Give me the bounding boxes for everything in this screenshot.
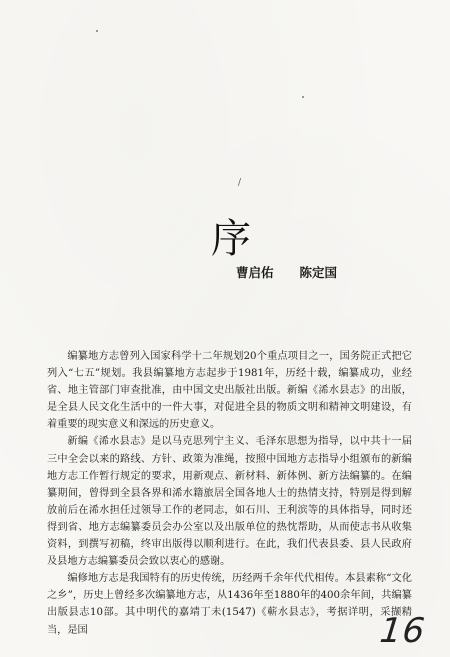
margin-mark: / [238, 178, 242, 188]
paragraph: 新编《浠水县志》是以马克思列宁主义、毛泽东思想为指导，以中共十一届三中全会以来的路线、方针、政策为准绳，按照中国地方志指导小组颁布的新编地方志工作暂行规定的要求，用新观点、新材料、新体例、新方法编纂的。在编纂期间，曾得到全县各界和浠水籍旅居全国各地人士的热情支持，特别是得到解放前后在浠水担任过领导工作的老同志，如石川、王利滨等的具体指导，同时还得到省、地方志编纂委员会办公室以及出版单位的热忱帮助，从而使志书从收集资料，到撰写初稿，终审出版得以顺利进行。在此，我们代表县委、县人民政府及县地方志编纂委员会致以衷心的感谢。 [47, 436, 412, 568]
body-text [47, 348, 412, 639]
page-title: 序 [211, 215, 253, 262]
scan-speck [302, 96, 304, 98]
paragraph: 编纂地方志曾列入国家科学十二年规划20个重点项目之一，国务院正式把它列入“七五”规划。我县编纂地方志起步于1981年，历经十载，编纂成功，业经省、地主管部门审查批准，由中国文史出版社出版。新编《浠水县志》的出版，是全县人民文化生活中的一件大事，对促进全县的物质文明和精神文明建设，有着重要的现实意义和深远的历史意义。 [47, 351, 412, 431]
author-name: 陈定国 [299, 265, 338, 280]
author-name: 曹启佑 [236, 265, 274, 280]
authors [236, 265, 337, 281]
handwritten-page-number: 16 [377, 611, 428, 651]
paragraph: 编修地方志是我国特有的历史传统，历经两千余年代代相传。本县素称“文化之乡”，历史上曾经多次编纂地方志，从1436年至1880年的400余年间，共编纂出版县志10部。其中明代的嘉靖丁未(1547)《蕲水县志》，考据详明，采撷精当，是国 [47, 573, 412, 636]
scan-speck [96, 30, 98, 32]
